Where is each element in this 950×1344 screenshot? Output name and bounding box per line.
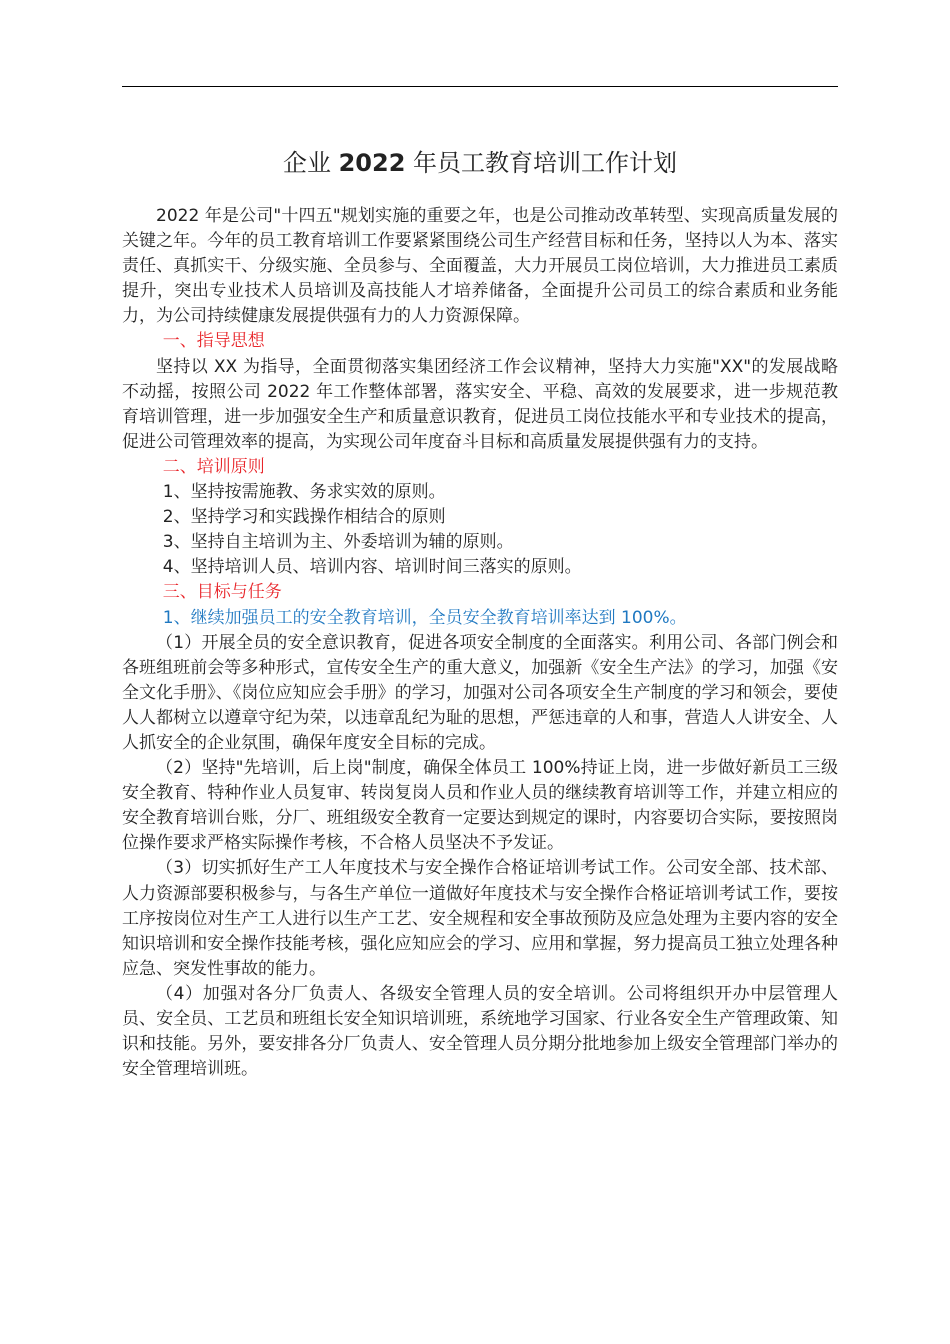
- intro-paragraph: 2022 年是公司"十四五"规划实施的重要之年，也是公司推动改革转型、实现高质量发展的关键之年。今年的员工教育培训工作要紧紧围绕公司生产经营目标和任务，坚持以人为本、落实责任、真抓实干、分级实施、全员参与、全面覆盖，大力开展员工岗位培训，大力推进员工素质提升，突出专业技术人员培训及高技能人才培养储备，全面提升公司员工的综合素质和业务能力，为公司持续健康发展提供强有力的人力资源保障。: [122, 206, 838, 327]
- title-year: 2022: [338, 149, 406, 177]
- title-prefix: 企业: [282, 149, 331, 177]
- guiding-ideology-paragraph: 坚持以 XX 为指导，全面贯彻落实集团经济工作会议精神，坚持大力实施"XX"的发展战略不动摇，按照公司 2022 年工作整体部署，落实安全、平稳、高效的发展要求，进一步规范教育培训管理，进一步加强安全生产和质量意识教育，促进员工岗位技能水平和专业技术的提高，促进公司管理效率的提高，为实现公司年度奋斗目标和高质量发展提供强有力的支持。: [122, 356, 838, 452]
- safety-paragraph-1: （1）开展全员的安全意识教育，促进各项安全制度的全面落实。利用公司、各部门例会和各班组班前会等多种形式，宣传安全生产的重大意义，加强新《安全生产法》的学习，加强《安全文化手册》、《岗位应知应会手册》的学习，加强对公司各项安全生产制度的学习和领会，要使人人都树立以遵章守纪为荣，以违章乱纪为耻的思想，严惩违章的人和事，营造人人讲安全、人人抓安全的企业氛围，确保年度安全目标的完成。: [122, 632, 838, 753]
- principle-item: 4、坚持培训人员、培训内容、培训时间三落实的原则。: [162, 557, 582, 578]
- principle-item: 1、坚持按需施教、务求实效的原则。: [162, 482, 446, 503]
- principle-item: 3、坚持自主培训为主、外委培训为辅的原则。: [162, 532, 514, 553]
- principle-item: 2、坚持学习和实践操作相结合的原则: [162, 507, 446, 528]
- safety-paragraph-4: （4）加强对各分厂负责人、各级安全管理人员的安全培训。公司将组织开办中层管理人员、安全员、工艺员和班组长安全知识培训班，系统地学习国家、行业各安全生产管理政策、知识和技能。另外，要安排各分厂负责人、安全管理人员分期分批地参加上级安全管理部门举办的安全管理培训班。: [122, 983, 838, 1080]
- section-heading-goals-tasks: 三、目标与任务: [162, 582, 282, 603]
- safety-paragraph-3: （3）切实抓好生产工人年度技术与安全操作合格证培训考试工作。公司安全部、技术部、人力资源部要积极参与，与各生产单位一道做好年度技术与安全操作合格证培训考试工作，要按工序按岗位对生产工人进行以生产工艺、安全规程和安全事故预防及应急处理为主要内容的安全知识培训和安全操作技能考核，强化应知应会的学习、应用和掌握，努力提高员工独立处理各种应急、突发性事故的能力。: [122, 858, 838, 979]
- header-rule: [122, 86, 838, 87]
- subheading-safety-training: 1、继续加强员工的安全教育培训，全员安全教育培训率达到 100%。: [162, 607, 687, 628]
- safety-paragraph-2: （2）坚持"先培训，后上岗"制度，确保全体员工 100%持证上岗，进一步做好新员工三级安全教育、特种作业人员复审、转岗复岗人员和作业人员的继续教育培训等工作，并建立相应的安全教育培训台账，分厂、班组级安全教育一定要达到规定的课时，内容要切合实际，要按照岗位操作要求严格实际操作考核，不合格人员坚决不予发证。: [122, 758, 838, 854]
- section-heading-guiding-ideology: 一、指导思想: [162, 331, 265, 352]
- document-body: [122, 204, 838, 1082]
- document-title: [122, 143, 838, 183]
- title-suffix: 年员工教育培训工作计划: [413, 149, 678, 177]
- section-heading-training-principles: 二、培训原则: [162, 456, 265, 477]
